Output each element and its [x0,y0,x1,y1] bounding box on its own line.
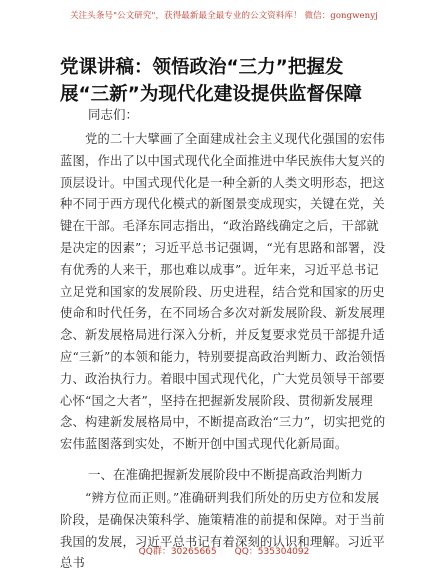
footer-qq-group: QQ群：30265665 [138,547,217,557]
body-paragraph-2: “辨方位而正则。”准确研判我们所处的历史方位和发展阶段，是确保决策科学、施策精准的前提和保障。对于当前我国的发展，习近平总书记有着深刻的认识和理解。习近平总书 [60,491,385,571]
footer-qq: QQ：535304092 [234,547,310,557]
document-title: 党课讲稿：领悟政治“三力”把握发展“三新”为现代化建设提供监督保障 [60,57,362,105]
body-paragraph-1: 党的二十大擘画了全面建成社会主义现代化强国的宏伟蓝图，作出了以中国式现代化全面推进中华民族伟大复兴的顶层设计。中国式现代化是一种全新的人类文明形态，把这种不同于西方现代化模式的新图景变成现实，关键在党，关键在干部。毛泽东同志指出，“政治路线确定之后，干部就是决定的因素”；习近平总书记强调，“光有思路和部署，没有优秀的人来干，那也难以成事”。近年来，习近平总书记立足党和国家的发展阶段、历史进程，结合党和国家的历史使命和时代任务，在不同场合多次对新发展阶段、新发展理念、新发展格局进行深入分析，并反复要求党员干部提升适应“三新”的本领和能力，特别要提高政治判断力、政治领悟力、政治执行力。着眼中国式现代化，广大党员领导干部要心怀“国之大者”，坚持在把握新发展阶段、贯彻新发展理念、构建新发展格局中，不断提高政治“三力”，切实把党的宏伟蓝图落到实处，不断开创中国式现代化新局面。 [60,132,386,452]
greeting: 同志们： [88,107,139,122]
footer-contact [0,544,448,557]
section-heading-1: 一、在准确把握新发展阶段中不断提高政治判断力 [88,467,364,482]
header-note: 关注头条号"公文研究"，获得最新最全最专业的公文资料库！ 微信：gongwenyj [70,11,378,21]
